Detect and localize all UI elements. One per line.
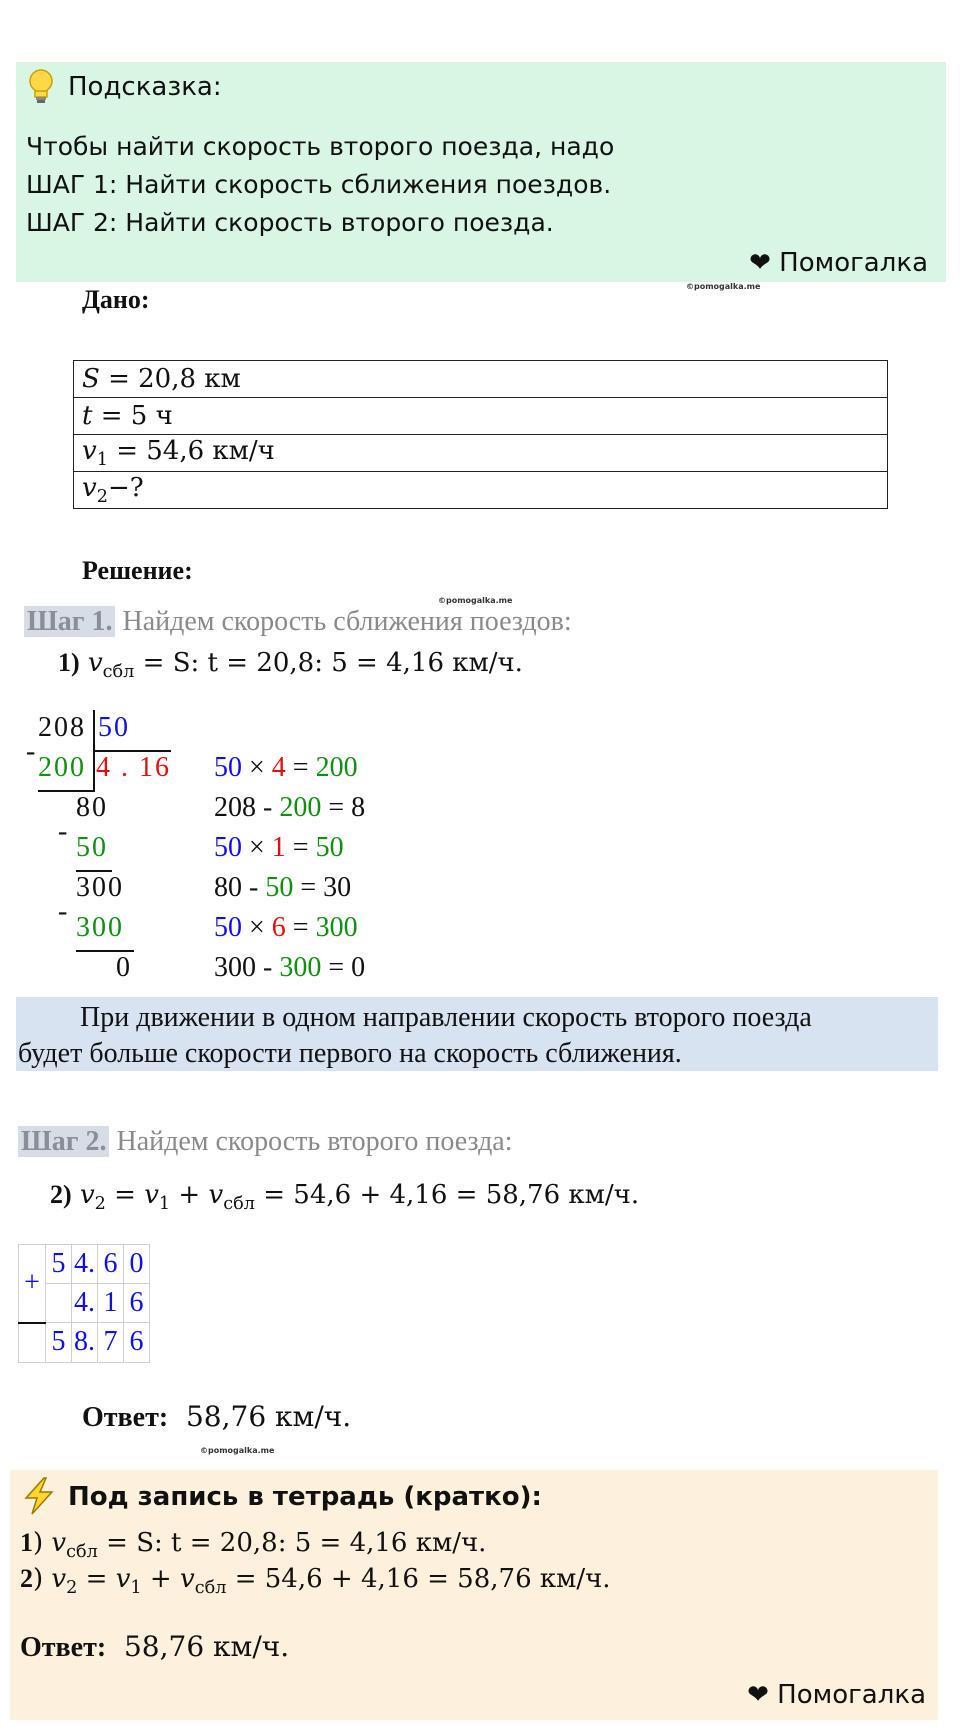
answer-label: Ответ:: [82, 1402, 169, 1433]
formula-2: 2) $v_2 = v_1 + v_{сбл} = 54,6 + 4,16 = 58,76$ км/ч.: [50, 1180, 640, 1215]
addition-cell: [19, 1323, 46, 1363]
addition-cell: 0: [124, 1245, 150, 1284]
hint-title: Подсказка:: [68, 72, 222, 102]
notebook-brand: [747, 1680, 926, 1710]
division-row: 300: [76, 912, 124, 943]
explain-line: 208 - 200 = 8: [214, 792, 366, 823]
notebook-answer-value: 58,76 км/ч.: [123, 1630, 290, 1663]
addition-grid: [18, 1244, 150, 1363]
hint-step-1-text: Найти скорость сближения поездов.: [117, 170, 612, 199]
step-2-heading: [18, 1126, 513, 1158]
addition-cell: 4.: [72, 1245, 98, 1284]
addition-row: [19, 1323, 150, 1363]
notebook-brand-label: Помогалка: [777, 1680, 926, 1710]
hint-step-2-text: Найти скорость второго поезда.: [117, 208, 554, 237]
note-line-1: При движении в одном направлении скорость второго поезда: [80, 1002, 812, 1033]
given-var: S: [82, 364, 100, 394]
given-value: = 5 ч: [92, 401, 173, 431]
addition-cell: 1: [98, 1284, 124, 1323]
formula-1-number: 1): [58, 648, 80, 677]
answer: [82, 1400, 351, 1434]
given-row: [74, 472, 888, 509]
formula-1-var: v: [87, 648, 103, 678]
explain-line: 50 × 4 = 200: [214, 752, 358, 783]
addition-cell: 6: [124, 1284, 150, 1323]
explain-line: 50 × 6 = 300: [214, 912, 358, 943]
division-row: 200: [38, 752, 86, 783]
explain-line: 50 × 1 = 50: [214, 832, 344, 863]
addition-cell: 5: [46, 1323, 72, 1363]
step-1-heading: [24, 606, 572, 638]
division-row: 300: [76, 872, 124, 903]
plus-sign: +: [19, 1245, 46, 1323]
given-value: = 54,6 км/ч: [107, 435, 275, 466]
minus-sign: -: [26, 736, 38, 767]
answer-value: 58,76 км/ч.: [185, 1400, 352, 1433]
given-sub: 1: [96, 450, 108, 471]
addition-cell: 4.: [72, 1284, 98, 1323]
hint-step-2-label: ШАГ 2:: [26, 208, 118, 237]
addition-cell: 5: [46, 1245, 72, 1284]
notebook-answer: [20, 1630, 289, 1664]
addition-row: [19, 1245, 150, 1284]
hint-step-1-label: ШАГ 1:: [26, 170, 118, 199]
hint-brand: [749, 248, 928, 278]
explain-line: 80 - 50 = 30: [214, 872, 352, 903]
hint-step-2: [26, 208, 554, 237]
given-table: [73, 360, 888, 509]
given-var: t: [82, 401, 93, 431]
watermark: ©pomogalka.me: [686, 282, 761, 291]
watermark: ©pomogalka.me: [438, 596, 513, 605]
minus-sign: -: [58, 816, 70, 847]
step-1-text: Найдем скорость сближения поездов:: [115, 606, 572, 637]
formula-1-rest: = S: t = 20,8: 5 = 4,16 км/ч.: [134, 648, 523, 678]
addition-cell: 7: [98, 1323, 124, 1363]
division-row: 0: [116, 952, 132, 983]
hint-brand-label: Помогалка: [779, 248, 928, 278]
notebook-line-1: 1) $v_{сбл} = S$: t = 20,8: 5 = 4,16 км/ч.: [20, 1528, 487, 1563]
given-row: [74, 361, 888, 398]
notebook-line-2: 2) $v_2 = v_1 + v_{сбл} = 54,6 + 4,16 = 58,76$ км/ч.: [20, 1564, 611, 1599]
addition-cell: 8.: [72, 1323, 98, 1363]
formula-1-sub: сбл: [102, 662, 135, 683]
heart-icon: ❤: [749, 248, 771, 278]
notebook-answer-label: Ответ:: [20, 1632, 107, 1663]
quotient: 4 . 16: [96, 752, 171, 783]
division-row: 50: [76, 832, 108, 863]
given-value: −?: [107, 472, 144, 503]
given-title: Дано:: [82, 285, 150, 314]
minus-sign: -: [58, 896, 70, 927]
heart-icon: ❤: [747, 1680, 769, 1710]
given-sub: 2: [96, 487, 108, 508]
notebook-line-number: 2: [20, 1564, 33, 1593]
solution-title: Решение:: [82, 556, 193, 585]
note-line-2: будет больше скорости первого на скорость сближения.: [18, 1038, 682, 1069]
given-row: [74, 435, 888, 472]
notebook-title: Под запись в тетрадь (кратко):: [68, 1482, 542, 1512]
division-row: 80: [76, 792, 108, 823]
step-2-label: Шаг 2.: [18, 1126, 109, 1157]
formula-2-number: 2): [50, 1180, 72, 1209]
notebook-line-number: 1: [20, 1528, 33, 1557]
watermark: ©pomogalka.me: [200, 1446, 275, 1455]
addition-cell: 6: [124, 1323, 150, 1363]
given-row: [74, 398, 888, 435]
dividend: 208: [38, 712, 86, 743]
lightning-icon: [20, 1476, 58, 1516]
hint-line-1: Чтобы найти скорость второго поезда, надо: [26, 132, 615, 161]
given-var: v: [82, 435, 97, 466]
step-1-label: Шаг 1.: [24, 606, 115, 637]
given-var: v: [82, 472, 97, 503]
hint-step-1: [26, 170, 611, 199]
formula-1: [58, 648, 523, 682]
explain-line: 300 - 300 = 0: [214, 952, 366, 983]
given-value: = 20,8 км: [99, 364, 241, 394]
addition-cell: 6: [98, 1245, 124, 1284]
divisor: 50: [98, 712, 130, 743]
step-2-text: Найдем скорость второго поезда:: [109, 1126, 513, 1157]
addition-cell: [46, 1284, 72, 1323]
lightbulb-icon: [26, 68, 56, 104]
